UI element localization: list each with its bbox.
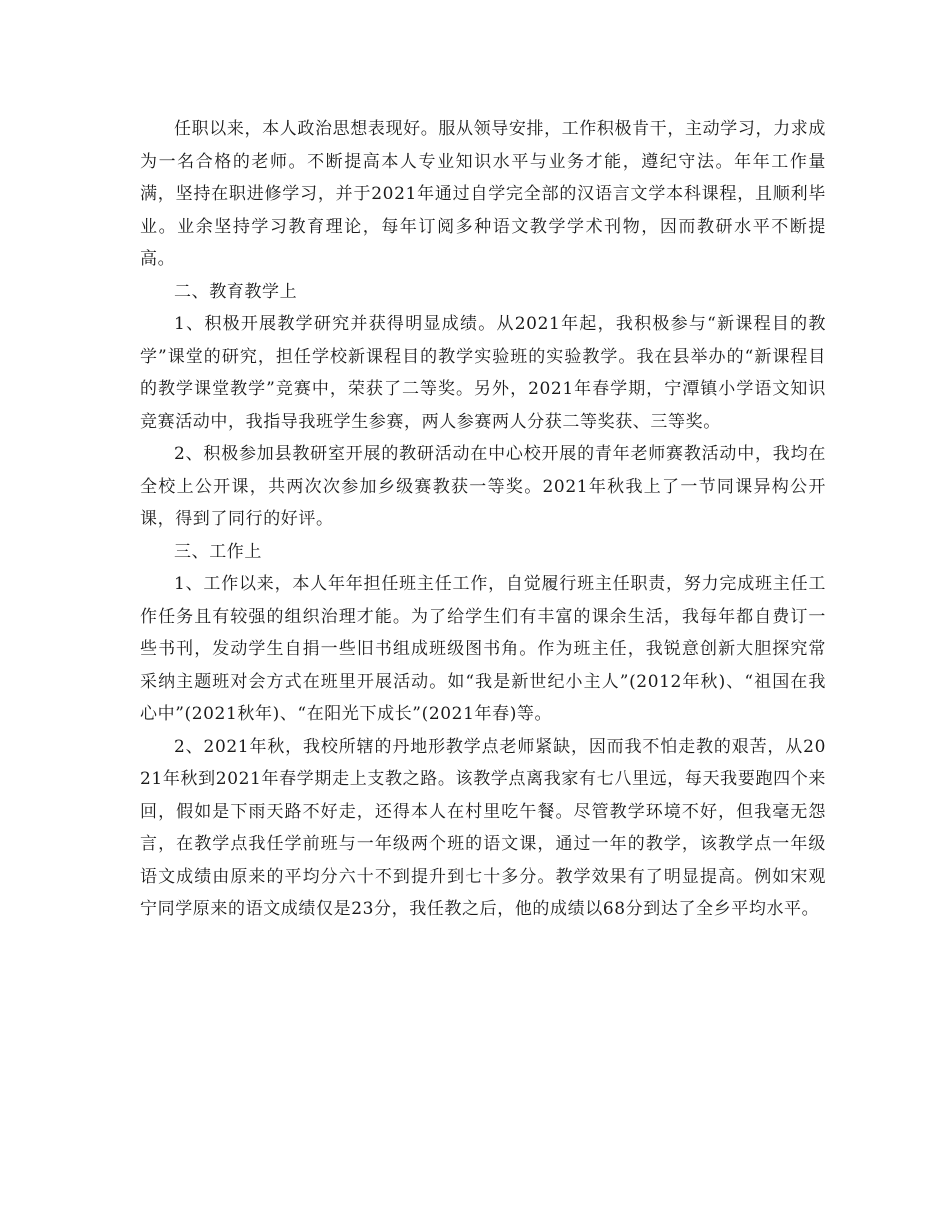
paragraph-teaching-research: 1、积极开展教学研究并获得明显成绩。从2021年起，我积极参与“新课程目的教学”课堂的研究，担任学校新课程目的教学实验班的实验教学。我在县举办的“新课程目的教学课堂教学”竞赛中，荣获了二等奖。另外，2021年春学期，宁潭镇小学语文知识竞赛活动中，我指导我班学生参赛，两人参赛两人分获二等奖获、三等奖。 — [140, 314, 826, 432]
paragraph-political-conduct: 任职以来，本人政治思想表现好。服从领导安排，工作积极肯干，主动学习，力求成为一名合格的老师。不断提高本人专业知识水平与业务才能，遵纪守法。年年工作量满，坚持在职进修学习，并于2021年通过自学完全部的汉语言文学本科课程，且顺利毕业。业余坚持学习教育理论，每年订阅多种语文教学学术刊物，因而教研水平不断提高。 — [140, 119, 826, 269]
section-heading-work: 三、工作上 — [174, 541, 262, 562]
paragraph-class-teacher: 1、工作以来，本人年年担任班主任工作，自觉履行班主任职责，努力完成班主任工作任务且有较强的组织治理才能。为了给学生们有丰富的课余生活，我每年都自费订一些书刊，发动学生自捐一些旧书组成班级图书角。作为班主任，我锐意创新大胆探究常采纳主题班对会方式在班里开展活动。如“我是新世纪小主人”(2012年秋)、“祖国在我心中”(2021秋年)、“在阳光下成长”(2021年春)等。 — [140, 574, 826, 724]
paragraph-support-teaching: 2、2021年秋，我校所辖的丹地形教学点老师紧缺，因而我不怕走教的艰苦，从2021年秋到2021年春学期走上支教之路。该教学点离我家有七八里远，每天我要跑四个来回，假如是下雨天路不好走，还得本人在村里吃午餐。尽管教学环境不好，但我毫无怨言，在教学点我任学前班与一年级两个班的语文课，通过一年的教学，该教学点一年级语文成绩由原来的平均分六十不到提升到七十多分。教学效果有了明显提高。例如宋观宁同学原来的语文成绩仅是23分，我任教之后，他的成绩以68分到达了全乡平均水平。 — [140, 736, 826, 919]
paragraph-teaching-activities: 2、积极参加县教研室开展的教研活动在中心校开展的青年老师赛教活动中，我均在全校上公开课，共两次次参加乡级赛教获一等奖。2021年秋我上了一节同课异构公开课，得到了同行的好评。 — [140, 444, 826, 529]
document-body — [140, 113, 826, 926]
section-heading-teaching: 二、教育教学上 — [174, 281, 298, 302]
